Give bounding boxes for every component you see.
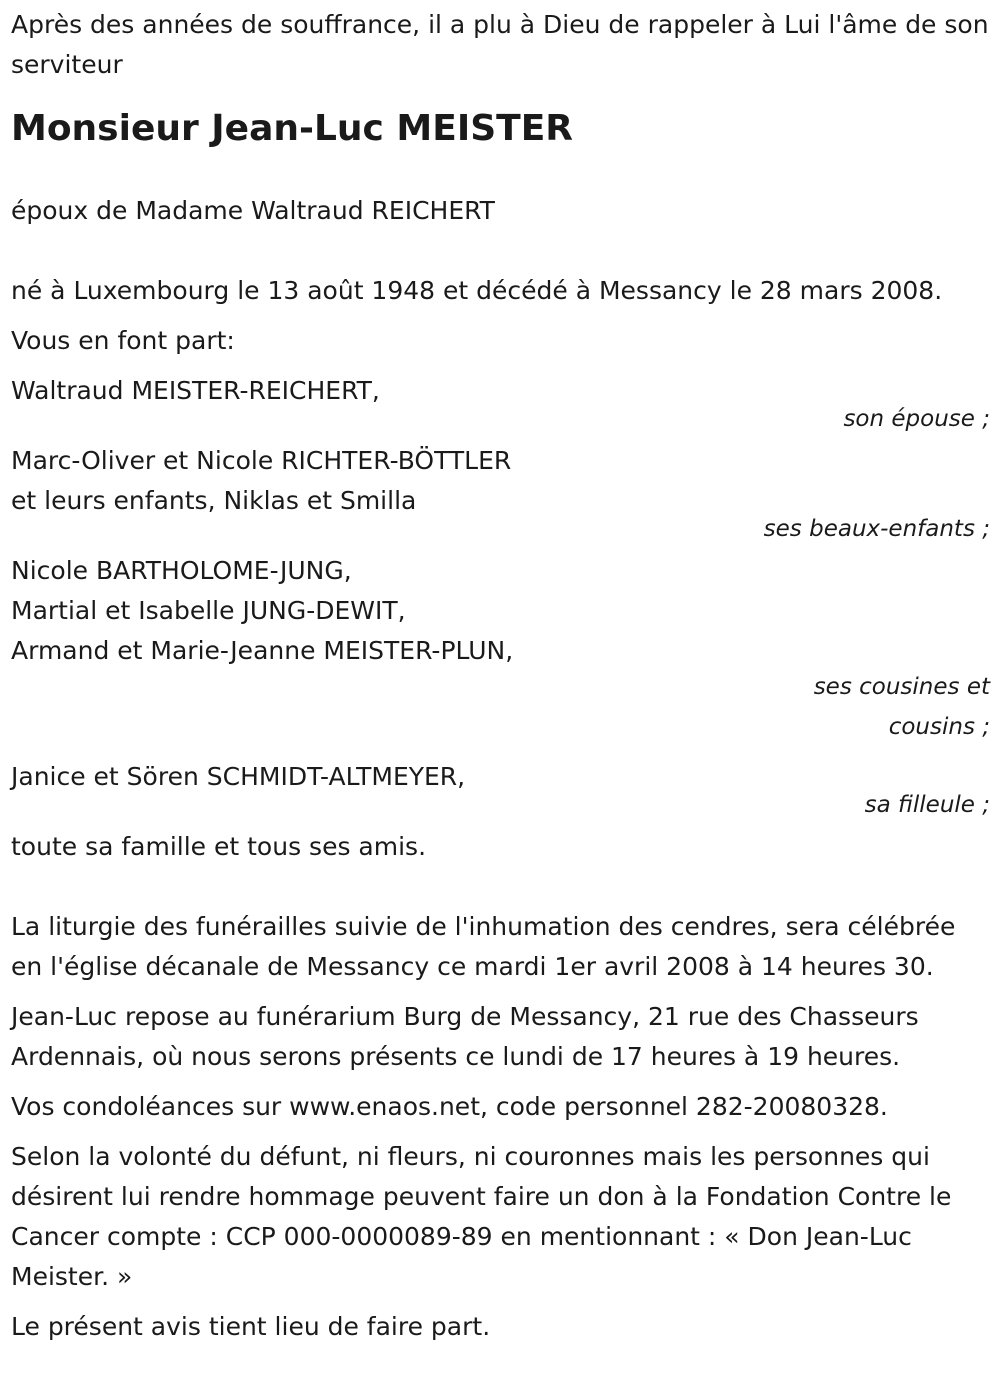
intro-text: Après des années de souffrance, il a plu à Dieu de rappeler à Lui l'âme de son serviteur — [11, 10, 989, 79]
closing-line: Le présent avis tient lieu de faire part. — [11, 1312, 491, 1341]
announce-line: Vous en font part: — [11, 326, 235, 355]
family-group-goddaughter — [11, 757, 990, 817]
family-group-spouse — [11, 371, 990, 431]
family-name: et leurs enfants, Niklas et Smilla — [11, 486, 417, 515]
deceased-name: Monsieur Jean-Luc MEISTER — [11, 108, 574, 149]
family-name: Nicole BARTHOLOME-JUNG, — [11, 556, 352, 585]
donation-paragraph: Selon la volonté du défunt, ni fleurs, ni couronnes mais les personnes qui désirent lui rendre hommage peuvent faire un don à la Fondation Contre le Cancer compte : CCP 000-0000089-89 en mentionnant : « Don Jean-Luc Meister. » — [11, 1142, 952, 1291]
family-group-stepchildren — [11, 441, 990, 541]
family-relation: ses beaux-enfants ; — [763, 516, 990, 542]
family-relation: ses cousines et cousins ; — [813, 674, 990, 740]
condolences-paragraph: Vos condoléances sur www.enaos.net, code personnel 282-20080328. — [11, 1092, 888, 1121]
spouse-line: époux de Madame Waltraud REICHERT — [11, 196, 495, 225]
family-relation: sa filleule ; — [864, 792, 990, 818]
funeral-home-paragraph: Jean-Luc repose au funérarium Burg de Messancy, 21 rue des Chasseurs Ardennais, où nous serons présents ce lundi de 17 heures à 19 heures. — [11, 1002, 919, 1071]
birth-death-line: né à Luxembourg le 13 août 1948 et décédé à Messancy le 28 mars 2008. — [11, 276, 943, 305]
friends-line: toute sa famille et tous ses amis. — [11, 832, 427, 861]
family-name: Armand et Marie-Jeanne MEISTER-PLUN, — [11, 636, 514, 665]
family-name: Marc-Oliver et Nicole RICHTER-BÖTTLER — [11, 446, 512, 475]
family-name: Janice et Sören SCHMIDT-ALTMEYER, — [11, 762, 466, 791]
family-name: Waltraud MEISTER-REICHERT, — [11, 376, 380, 405]
family-name: Martial et Isabelle JUNG-DEWIT, — [11, 596, 406, 625]
liturgy-paragraph: La liturgie des funérailles suivie de l'inhumation des cendres, sera célébrée en l'église décanale de Messancy ce mardi 1er avril 2008 à 14 heures 30. — [11, 912, 956, 981]
family-group-cousins — [11, 551, 990, 747]
family-relation: son épouse ; — [843, 406, 990, 432]
